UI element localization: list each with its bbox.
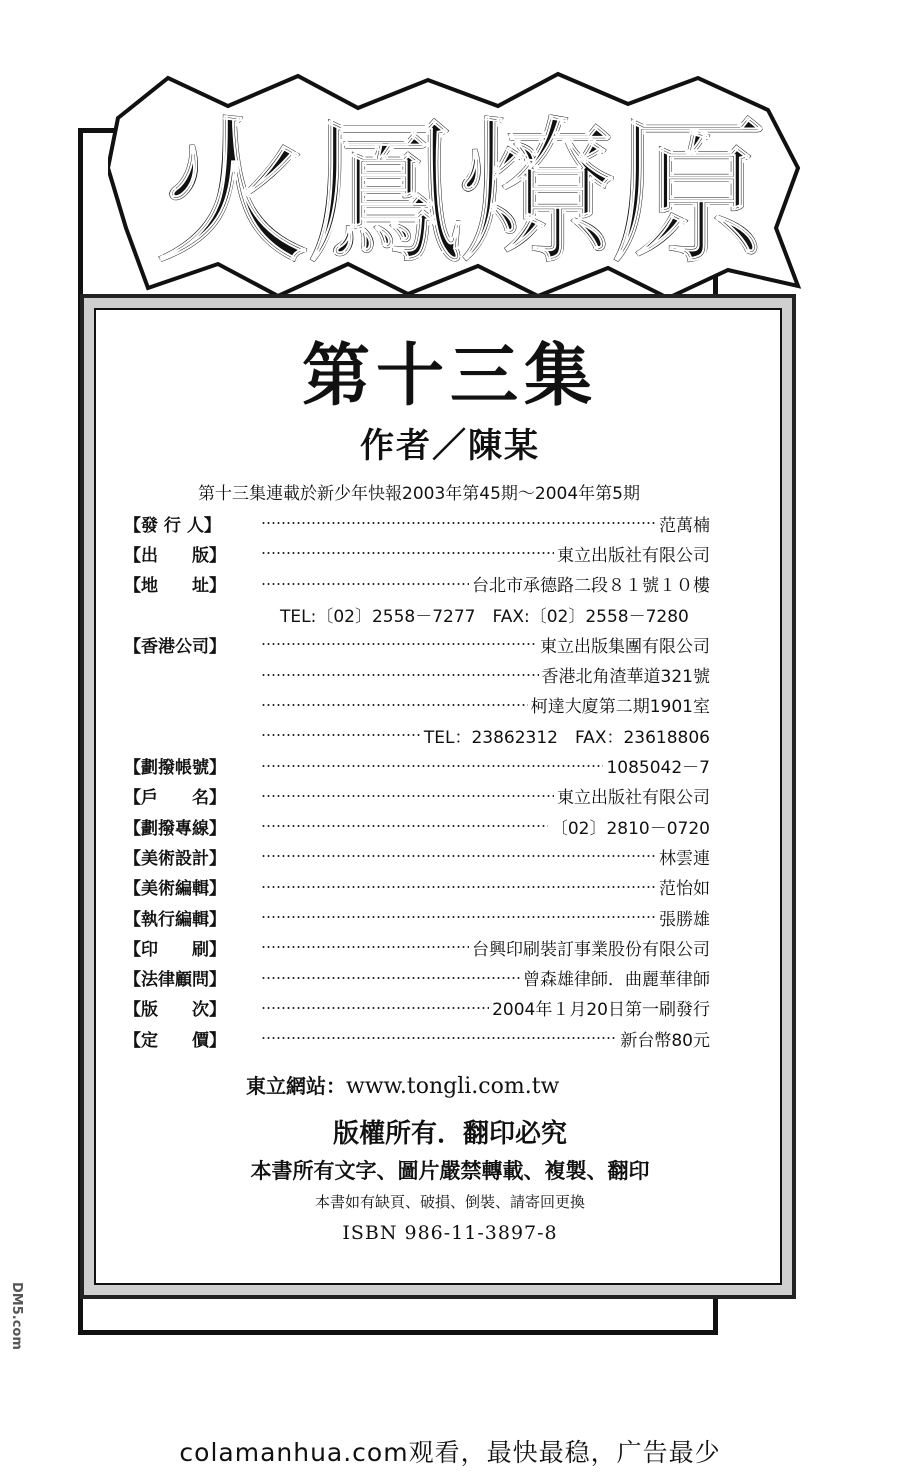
info-value: 台興印刷裝訂事業股份有限公司 [472, 939, 710, 960]
info-label: 【執行編輯】 [124, 909, 226, 930]
dot-leader [261, 522, 656, 524]
info-row [124, 841, 710, 871]
info-row [124, 993, 710, 1023]
info-label: 【劃撥專線】 [124, 818, 226, 839]
info-label: 【美術編輯】 [124, 879, 226, 900]
series-title-text: 火鳳燎原 [154, 101, 762, 286]
info-value: 柯達大廈第二期1901室 [530, 697, 710, 718]
dot-leader [261, 674, 539, 676]
info-label: 【定 價】 [124, 1030, 226, 1051]
info-label: 【戶 名】 [124, 788, 226, 809]
info-value: 張勝雄 [659, 909, 710, 930]
info-value: 東立出版社有限公司 [557, 788, 710, 809]
info-value: 1085042－7 [606, 758, 710, 779]
info-value: 香港北角渣華道321號 [541, 667, 710, 688]
website-url[interactable]: www.tongli.com.tw [346, 1074, 560, 1099]
info-row [124, 872, 710, 902]
info-row [124, 508, 710, 538]
defect-notice: 本書如有缺頁、破損、倒裝、請寄回更換 [314, 1193, 585, 1211]
info-label: 【出 版】 [124, 545, 226, 566]
dot-leader [261, 583, 469, 585]
info-row [124, 1023, 710, 1053]
publication-info-list [124, 508, 710, 1053]
info-label: 【法律顧問】 [124, 970, 226, 991]
volume-title: 第十三集 [301, 336, 598, 416]
info-value: 新台幣80元 [620, 1030, 710, 1051]
info-label: 【美術設計】 [124, 848, 226, 869]
info-row [124, 659, 710, 689]
dot-leader [261, 643, 537, 645]
info-value: TEL：23862312 FAX：23618806 [423, 727, 710, 748]
info-label: 【香港公司】 [124, 636, 226, 657]
website-label: 東立網站： [246, 1074, 346, 1098]
info-row [124, 811, 710, 841]
info-label: 【發 行 人】 [124, 515, 221, 536]
dot-leader [261, 1007, 489, 1009]
info-value: 林雲連 [659, 848, 710, 869]
dot-leader [261, 734, 421, 736]
info-row [124, 538, 710, 568]
copyright-notice: 版權所有．翻印必究 [332, 1119, 567, 1149]
dot-leader [261, 825, 548, 827]
dot-leader [261, 916, 656, 918]
info-row [124, 932, 710, 962]
watermark: DM5.com [9, 1282, 24, 1350]
info-label: 【地 址】 [124, 576, 226, 597]
dot-leader [261, 1037, 617, 1039]
info-value: 2004年１月20日第一刷發行 [492, 1000, 710, 1021]
reprint-notice: 本書所有文字、圖片嚴禁轉載、複製、翻印 [250, 1158, 650, 1183]
info-label: 【劃撥帳號】 [124, 758, 226, 779]
info-value: 范怡如 [659, 879, 710, 900]
author-credit: 作者／陳某 [360, 426, 540, 466]
info-row [124, 690, 710, 720]
info-value: 台北市承德路二段８１號１０樓 [472, 576, 710, 597]
info-row [124, 569, 710, 599]
dot-leader [261, 795, 554, 797]
footer-text: colamanhua.com观看，最快最稳，广告最少 [179, 1438, 721, 1467]
dot-leader [261, 552, 554, 554]
info-value: 東立出版集團有限公司 [540, 636, 710, 657]
website-line [246, 1070, 559, 1099]
info-value: TEL:〔02〕2558－7277 FAX:〔02〕2558－7280 [280, 606, 689, 627]
info-row [124, 781, 710, 811]
info-value: 曾森雄律師．曲麗華律師 [523, 970, 710, 991]
info-value: 范萬楠 [659, 515, 710, 536]
dot-leader [261, 977, 520, 979]
dot-leader [261, 765, 603, 767]
info-label: 【印 刷】 [124, 939, 226, 960]
dot-leader [261, 855, 656, 857]
isbn: ISBN 986-11-3897-8 [342, 1222, 558, 1244]
series-title-logo [108, 58, 808, 308]
info-row [124, 902, 710, 932]
info-value: 東立出版社有限公司 [557, 545, 710, 566]
info-row [124, 962, 710, 992]
info-label: 【版 次】 [124, 1000, 226, 1021]
dot-leader [261, 946, 469, 948]
info-row [124, 629, 710, 659]
serialization-note: 第十三集連載於新少年快報2003年第45期～2004年第5期 [198, 484, 640, 504]
info-row [124, 750, 710, 780]
info-value: 〔02〕2810－0720 [550, 818, 710, 839]
dot-leader [261, 886, 656, 888]
info-row [124, 599, 710, 629]
info-row [124, 720, 710, 750]
dot-leader [261, 704, 528, 706]
